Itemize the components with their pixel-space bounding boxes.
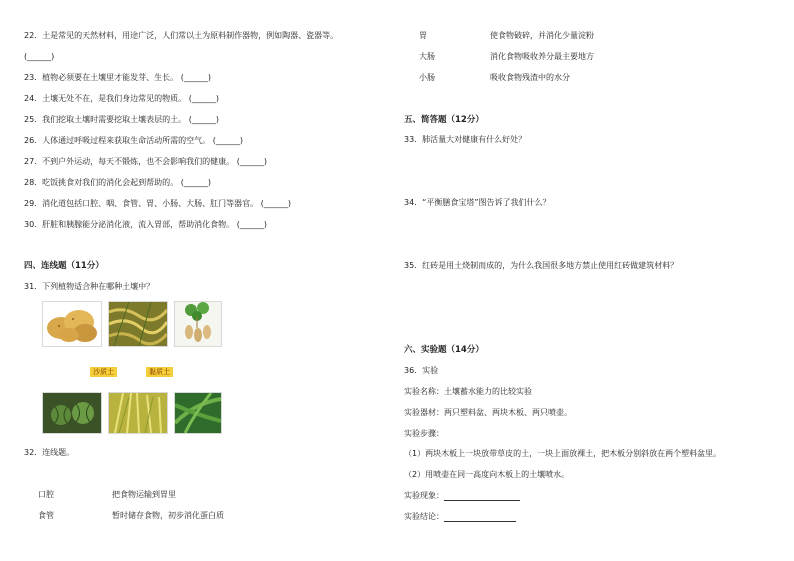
match-desc-left-0[interactable]: 把食物运输到胃里: [112, 490, 176, 499]
question-24: 24．土壤无处不在，是我们身边常见的物质。 (______): [24, 94, 219, 103]
question-34: 34．“平衡膳食宝塔”图告诉了我们什么？: [404, 198, 551, 207]
question-22: 22．土是常见的天然材料，用途广泛，人们常以土为原料制作器物，例如陶器、瓷器等。: [24, 31, 339, 40]
match-organ-right-0[interactable]: 胃: [419, 31, 427, 40]
experiment-observation-label: 实验现象：: [404, 491, 444, 500]
tag-sandy-soil[interactable]: 沙质土: [90, 367, 117, 377]
question-31: 31．下列植物适合种在哪种土壤中？: [24, 282, 155, 291]
question-23: 23．植物必须要在土壤里才能发芽、生长。 (______): [24, 73, 211, 82]
experiment-step-1: （1）两块木板上一块放带草皮的土，一块上面放裸土，把木板分别斜放在两个塑料盆里。: [404, 449, 722, 458]
question-35: 35．红砖是用土烧制而成的，为什么我国很多地方禁止使用红砖做建筑材料？: [404, 261, 679, 270]
match-desc-right-0[interactable]: 使食物破碎，并消化少量淀粉: [490, 31, 594, 40]
question-32: 32．连线题。: [24, 448, 75, 457]
experiment-name: 实验名称：土壤蓄水能力的比较实验: [404, 387, 532, 396]
match-organ-right-1[interactable]: 大肠: [419, 52, 435, 61]
experiment-conclusion-label: 实验结论：: [404, 512, 444, 521]
conclusion-answer-line[interactable]: [444, 513, 516, 522]
question-28: 28．吃饭挑食对我们的消化会起到帮助的。 (______): [24, 178, 211, 187]
experiment-conclusion: [404, 512, 516, 522]
match-organ-right-2[interactable]: 小肠: [419, 73, 435, 82]
question-27: 27．不到户外运动，每天不锻炼，也不会影响我们的健康。 (______): [24, 157, 267, 166]
tag-clay-soil[interactable]: 黏质土: [146, 367, 173, 377]
rice-image[interactable]: [108, 301, 168, 347]
potato-image[interactable]: [42, 301, 102, 347]
experiment-observation: [404, 491, 520, 501]
section-4-title: 四、连线题（11分）: [24, 261, 104, 271]
question-33: 33．肺活量大对健康有什么好处？: [404, 135, 527, 144]
match-desc-right-2[interactable]: 吸收食物残渣中的水分: [490, 73, 570, 82]
experiment-materials: 实验器材：两只塑料盆、两块木板、两只喷壶。: [404, 408, 572, 417]
match-desc-right-1[interactable]: 消化食物吸收养分最主要地方: [490, 52, 594, 61]
corn-image[interactable]: [174, 392, 222, 434]
wheat-image[interactable]: [108, 392, 168, 434]
section-5-title: 五、简答题（12分）: [404, 115, 484, 125]
match-desc-left-1[interactable]: 暂时储存食物，初步消化蛋白质: [112, 511, 224, 520]
question-25: 25．我们挖取土壤时需要挖取土壤表层的土。 (______): [24, 115, 219, 124]
question-36: 36．实验: [404, 366, 439, 375]
match-organ-left-0[interactable]: 口腔: [38, 490, 54, 499]
section-6-title: 六、实验题（14分）: [404, 345, 484, 355]
peanut-image[interactable]: [174, 301, 222, 347]
question-29: 29．消化道包括口腔、咽、食管、胃、小肠、大肠、肛门等器官。 (______): [24, 199, 291, 208]
experiment-step-2: （2）用喷壶在同一高度向木板上的土壤喷水。: [404, 470, 570, 479]
experiment-steps-label: 实验步骤：: [404, 429, 444, 438]
question-26: 26．人体通过呼吸过程来获取生命活动所需的空气。 (______): [24, 136, 243, 145]
question-22-blank[interactable]: (______): [24, 52, 55, 61]
question-30: 30．肝脏和胰腺能分泌消化液，流入胃部，帮助消化食物。 (______): [24, 220, 267, 229]
observation-answer-line[interactable]: [444, 492, 520, 501]
watermelon-image[interactable]: [42, 392, 102, 434]
match-organ-left-1[interactable]: 食管: [38, 511, 54, 520]
